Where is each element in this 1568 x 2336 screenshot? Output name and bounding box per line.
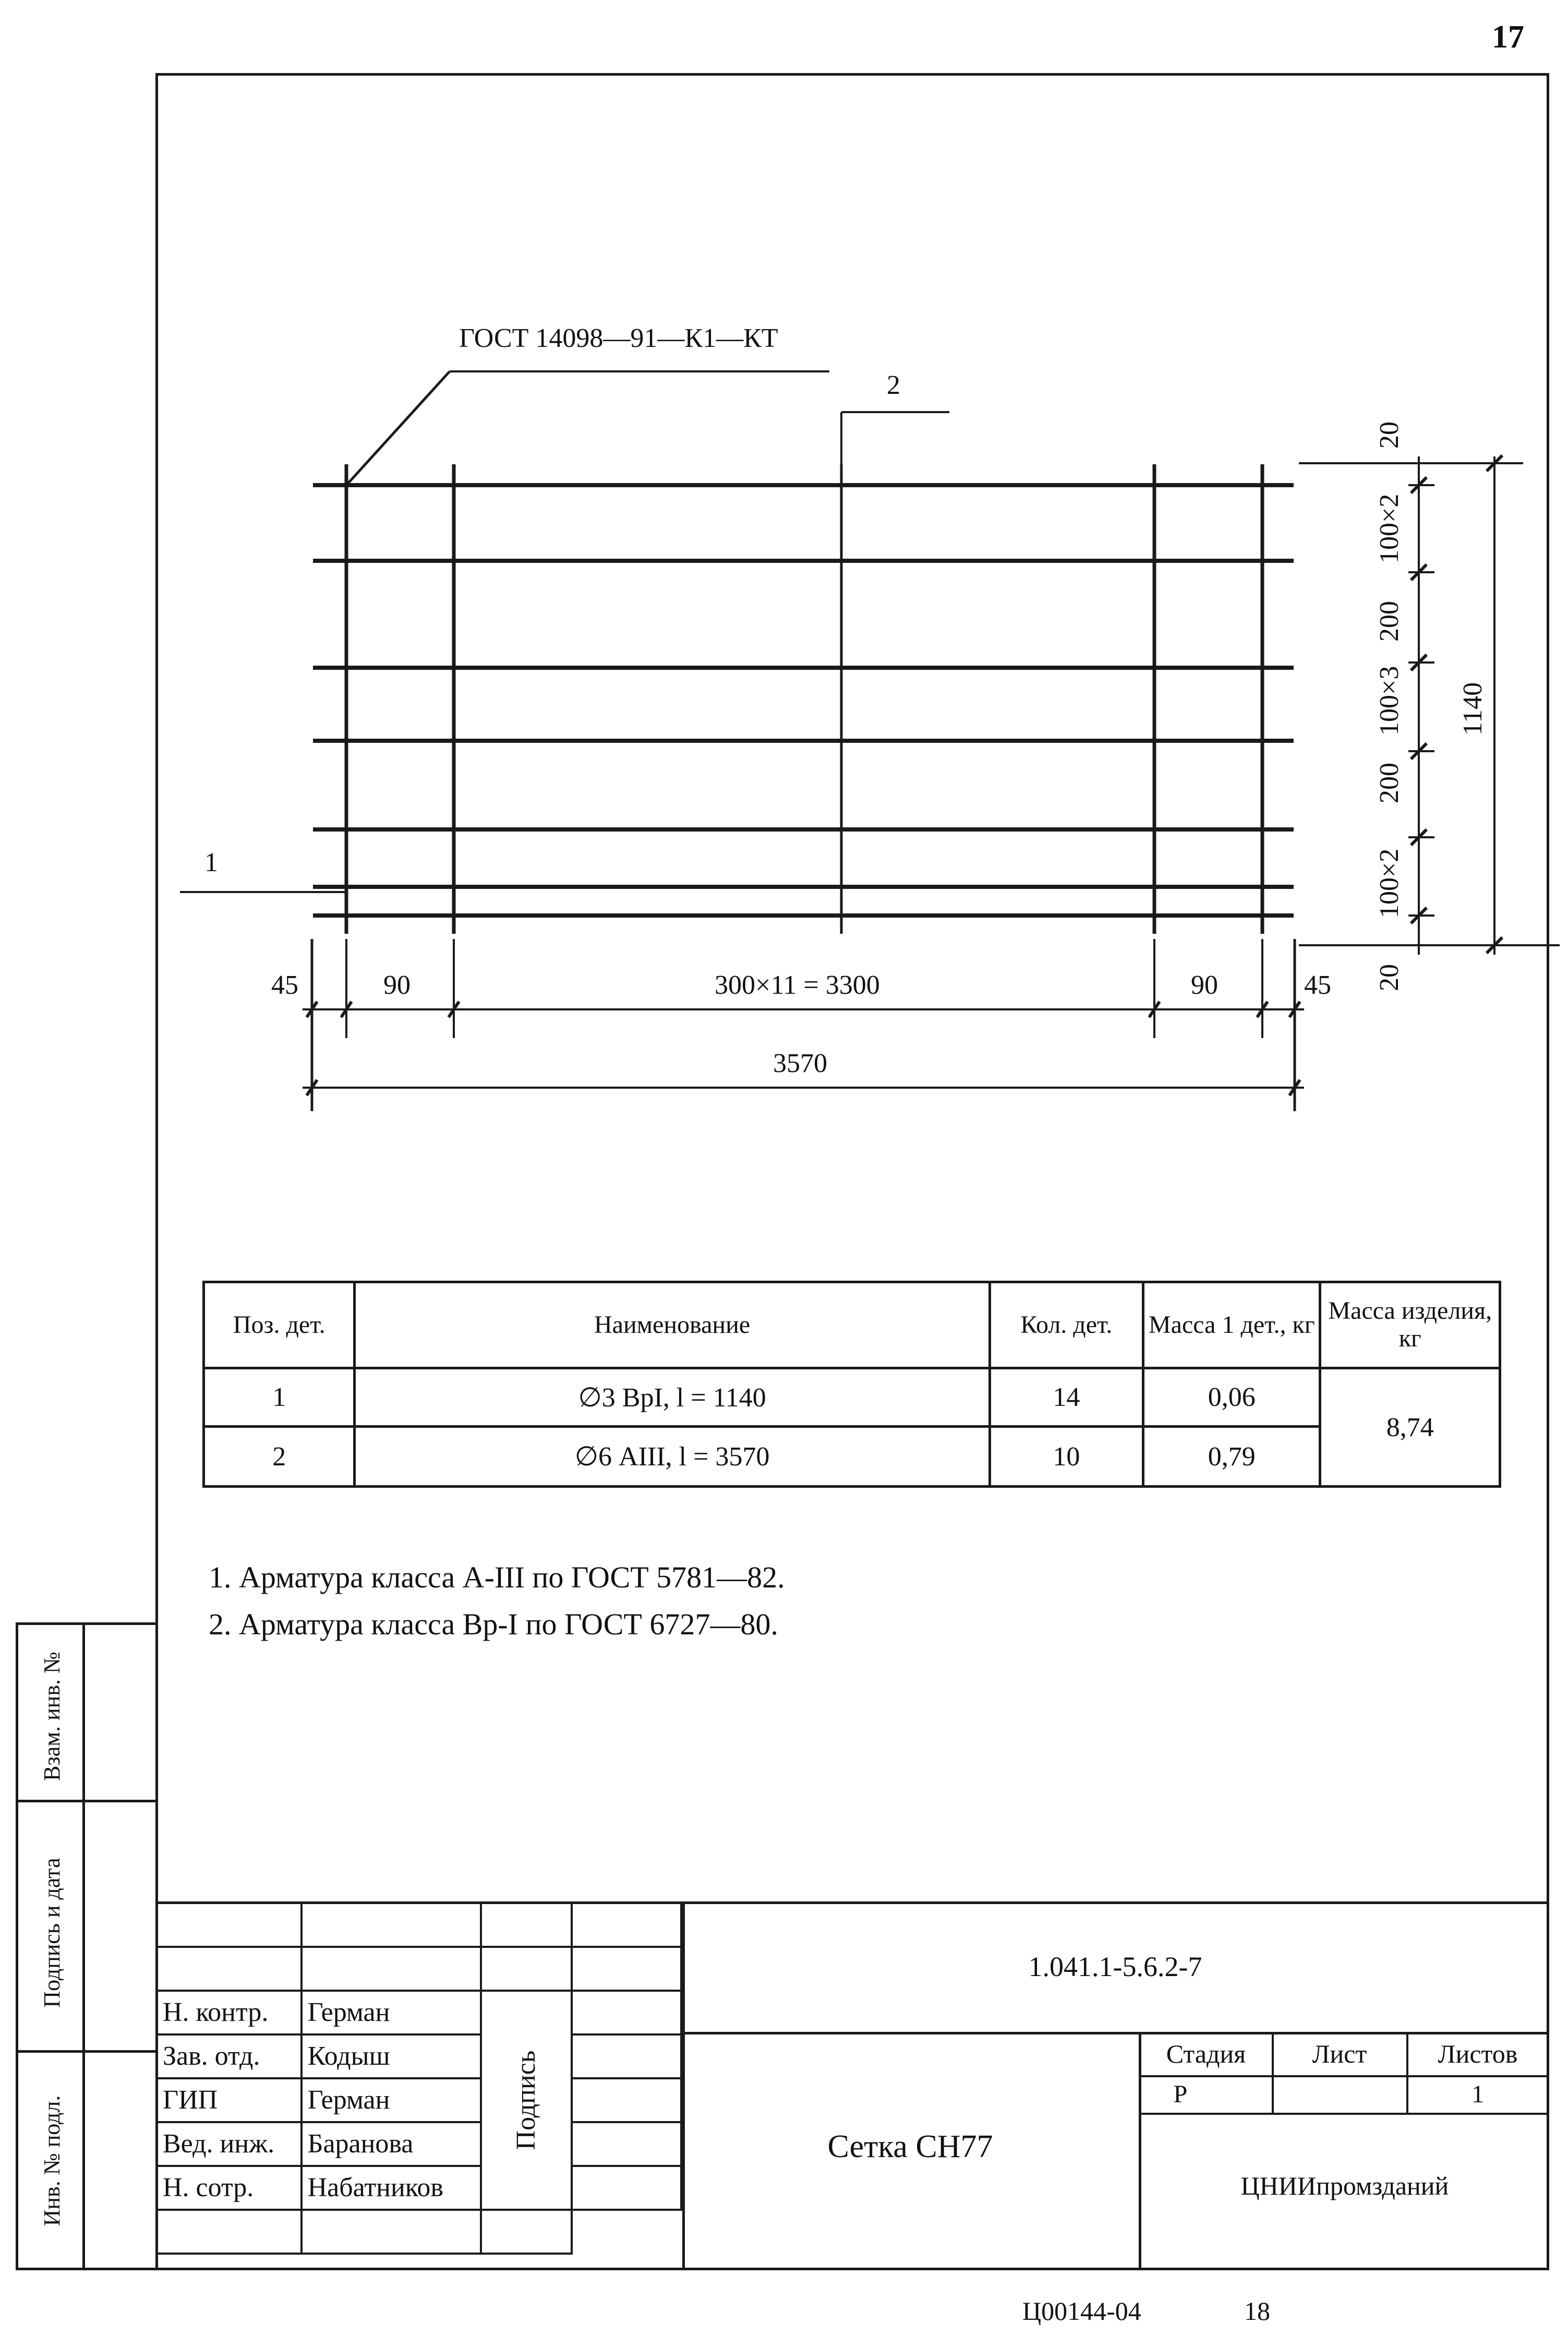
role-1: Н. контр. <box>156 1991 301 2034</box>
header-total-mass: Масса изделия, кг <box>1320 1282 1500 1368</box>
stage-label: Стадия <box>1166 2039 1246 2068</box>
name-5: Набатников <box>301 2166 481 2210</box>
footer-page: 18 <box>1244 2296 1270 2326</box>
row1-qty: 14 <box>990 1368 1143 1427</box>
role-4: Вед. инж. <box>156 2122 301 2166</box>
sign-header: Подпись <box>511 2050 541 2150</box>
dim-right-2: 100×2 <box>1374 493 1404 563</box>
gost-leader-label: ГОСТ 14098—91—К1—КТ <box>459 323 778 353</box>
table-row <box>156 1991 681 2034</box>
role-2: Зав. отд. <box>156 2034 301 2078</box>
table-row <box>156 2034 681 2078</box>
header-qty: Кол. дет. <box>990 1282 1143 1368</box>
name-3: Герман <box>301 2078 481 2122</box>
table-row <box>204 1368 1500 1427</box>
doc-code: 1.041.1-5.6.2-7 <box>1028 1951 1202 1982</box>
row1-pos: 1 <box>204 1368 355 1427</box>
side-stamp <box>16 1622 158 2270</box>
row1-name: ∅3 ВрI, l = 1140 <box>355 1368 990 1427</box>
dim-total-height: 1140 <box>1458 682 1488 736</box>
row2-mass: 0,79 <box>1143 1427 1320 1487</box>
dim-right-7: 20 <box>1374 964 1404 991</box>
stage-value: Р <box>1173 2080 1188 2108</box>
spec-table <box>202 1281 1501 1488</box>
total-mass: 8,74 <box>1320 1368 1500 1487</box>
page-number: 17 <box>1492 19 1524 55</box>
sign-header-cell <box>481 1991 572 2210</box>
table-row <box>204 1427 1500 1487</box>
sheets-value: 1 <box>1471 2080 1484 2108</box>
header-name: Наименование <box>355 1282 990 1368</box>
drawing-title: Сетка СН77 <box>827 2129 993 2164</box>
dim-right-3: 200 <box>1374 601 1404 642</box>
mesh-drawing <box>0 0 1568 1148</box>
title-block-signatures <box>155 1901 682 2255</box>
note-2: 2. Арматура класса Вр-I по ГОСТ 6727—80. <box>209 1607 778 1641</box>
row2-name: ∅6 АIII, l = 3570 <box>355 1427 990 1487</box>
pos2-label: 2 <box>887 370 900 400</box>
dim-right-1: 20 <box>1374 422 1404 449</box>
sheets-label: Листов <box>1438 2039 1518 2068</box>
title-block <box>155 1901 1549 2270</box>
pos1-label: 1 <box>204 848 218 877</box>
dim-bottom-5: 45 <box>1304 970 1331 1000</box>
header-pos: Поз. дет. <box>204 1282 355 1368</box>
table-row <box>156 2122 681 2166</box>
dim-right-4: 100×3 <box>1374 666 1404 736</box>
sheet-label: Лист <box>1312 2039 1367 2068</box>
side-stamp-inv-subst: Взам. инв. № <box>39 1652 65 1781</box>
row2-qty: 10 <box>990 1427 1143 1487</box>
dim-total-width: 3570 <box>773 1049 827 1078</box>
footer-code: Ц00144-04 <box>1022 2296 1141 2326</box>
name-1: Герман <box>301 1991 481 2034</box>
dim-bottom-3: 300×11 = 3300 <box>715 970 880 1000</box>
row1-mass: 0,06 <box>1143 1368 1320 1427</box>
dim-bottom-1: 45 <box>271 970 298 1000</box>
table-row <box>156 2166 681 2210</box>
dim-right-5: 200 <box>1374 763 1404 803</box>
dim-right-6: 100×2 <box>1374 848 1404 918</box>
name-2: Кодыш <box>301 2034 481 2078</box>
header-unit-mass: Масса 1 дет., кг <box>1143 1282 1320 1368</box>
row2-pos: 2 <box>204 1427 355 1487</box>
role-3: ГИП <box>156 2078 301 2122</box>
note-1: 1. Арматура класса А-III по ГОСТ 5781—82. <box>209 1560 785 1594</box>
side-stamp-inv-orig: Инв. № подл. <box>39 2095 65 2226</box>
dim-bottom-2: 90 <box>383 970 411 1000</box>
dim-bottom-4: 90 <box>1191 970 1218 1000</box>
side-stamp-sign-date: Подпись и дата <box>39 1858 65 2008</box>
name-4: Баранова <box>301 2122 481 2166</box>
organization: ЦНИИпромзданий <box>1240 2171 1449 2200</box>
table-row <box>156 2078 681 2122</box>
role-5: Н. сотр. <box>156 2166 301 2210</box>
